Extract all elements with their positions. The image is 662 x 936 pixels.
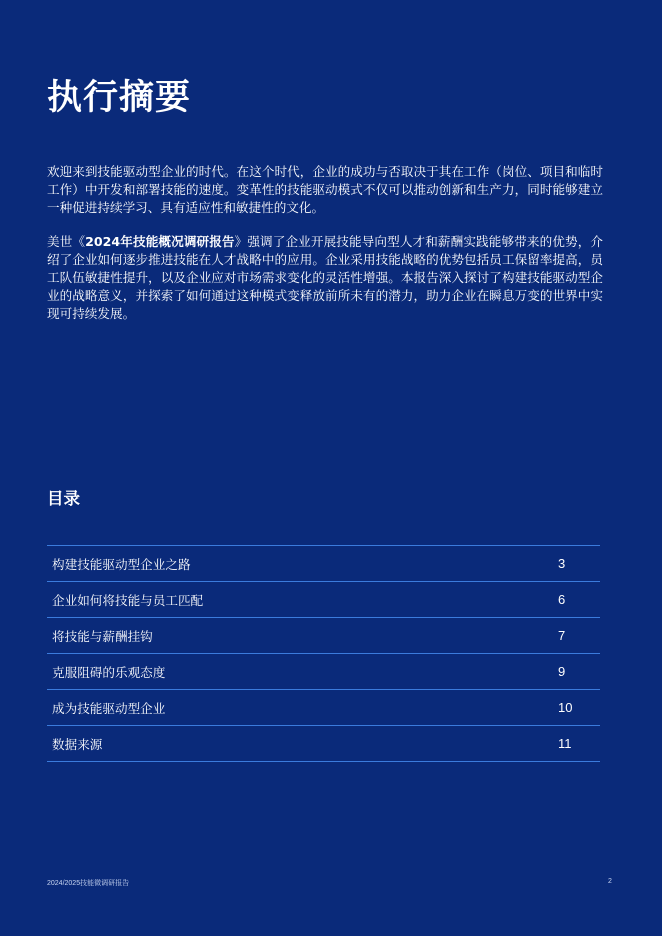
toc-item-label: 构建技能驱动型企业之路 [52, 557, 191, 572]
intro-p2-body: 》强调了企业开展技能导向型人才和薪酬实践能够带来的优势，介绍了企业如何逐步推进技能在人才战略中的应用。企业采用技能战略的优势包括员工保留率提高，员工队伍敏捷性提升，以及企业应对市场需求变化的灵活性增强。本报告深入探讨了构建技能驱动型企业的战略意义，并探索了如何通过这种模式变释放前所未有的潜力，助力企业在瞬息万变的世界中实现可持续发展。 [47, 233, 603, 322]
toc-title: 目录 [47, 489, 80, 508]
page-title: 执行摘要 [47, 78, 192, 118]
toc-item-label: 成为技能驱动型企业 [52, 701, 166, 716]
toc-item-optimism[interactable] [47, 654, 600, 690]
footer-report-name: 2024/2025技能微调研报告 [47, 880, 130, 887]
intro-section [47, 163, 603, 339]
toc-item-label: 将技能与薪酬挂钩 [52, 629, 153, 644]
toc-item-label: 克服阻碍的乐观态度 [52, 665, 166, 680]
toc-item-path[interactable] [47, 546, 600, 582]
toc-item-page: 7 [558, 628, 566, 643]
intro-paragraph-1: 欢迎来到技能驱动型企业的时代。在这个时代，企业的成功与否取决于其在工作（岗位、项目和临时工作）中开发和部署技能的速度。变革性的技能驱动模式不仅可以推动创新和生产力，同时能够建立一种促进持续学习、具有适应性和敏捷性的文化。 [47, 164, 603, 216]
table-of-contents [47, 545, 600, 762]
report-title: 2024年技能概况调研报告 [85, 233, 235, 249]
toc-item-label: 企业如何将技能与员工匹配 [52, 593, 204, 608]
toc-item-page: 11 [558, 736, 572, 751]
toc-item-page: 9 [558, 664, 566, 679]
footer-page-number: 2 [608, 878, 612, 885]
toc-item-become[interactable] [47, 690, 600, 726]
intro-p2-prefix: 美世《 [47, 233, 86, 249]
toc-item-page: 10 [558, 700, 573, 715]
intro-paragraph-2 [47, 233, 603, 324]
toc-item-sources[interactable] [47, 726, 600, 762]
toc-item-label: 数据来源 [52, 737, 103, 752]
toc-item-page: 6 [558, 592, 566, 607]
toc-item-page: 3 [558, 556, 566, 571]
toc-item-pay[interactable] [47, 618, 600, 654]
toc-item-matching[interactable] [47, 582, 600, 618]
